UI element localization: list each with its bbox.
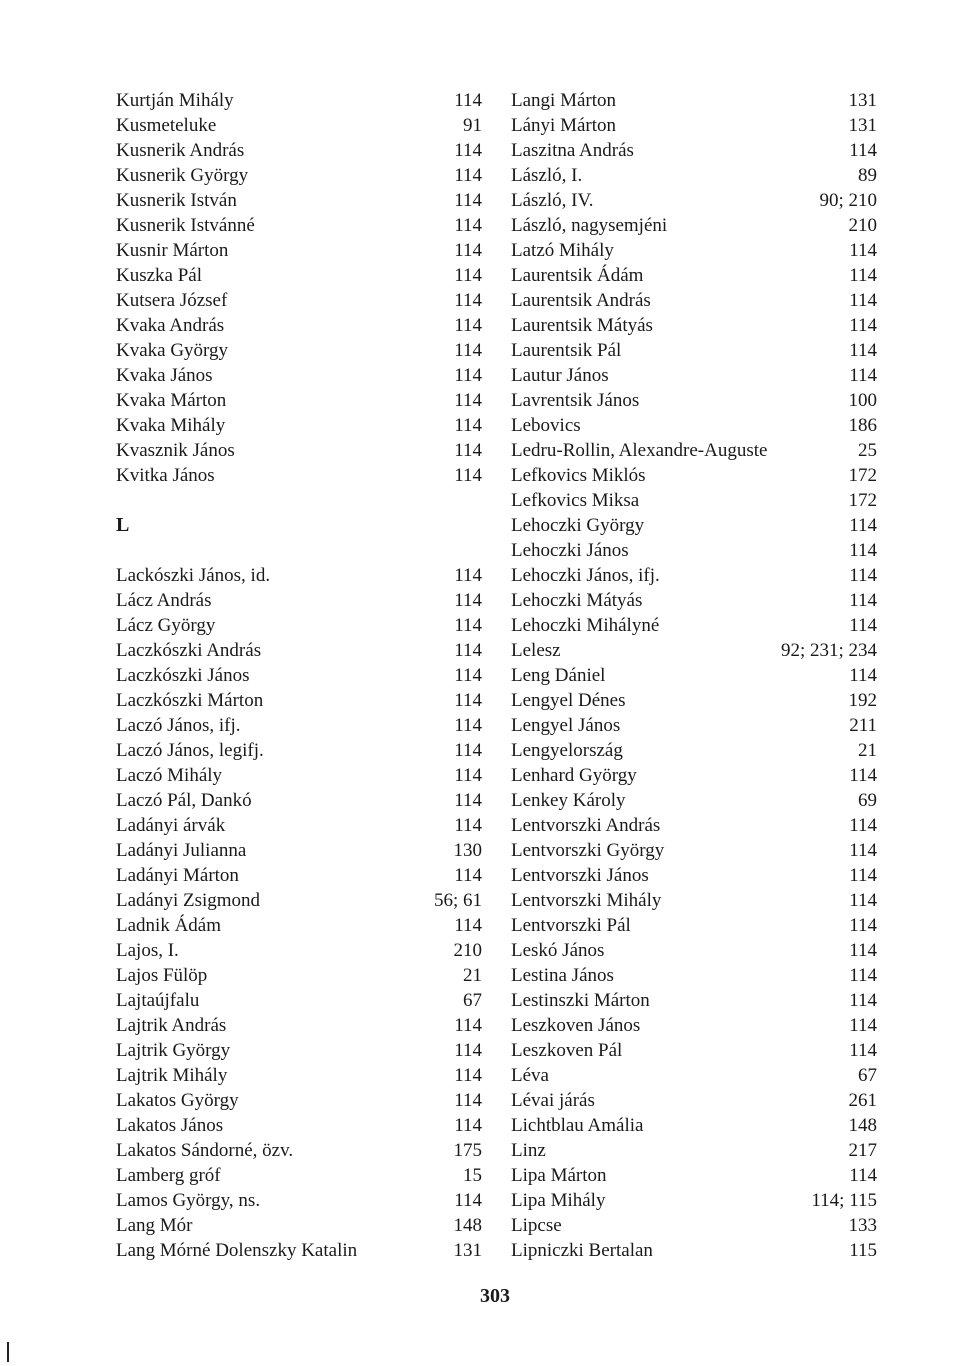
index-entry [511, 263, 877, 288]
index-entry [511, 988, 877, 1013]
entry-pages: 92; 231; 234 [780, 640, 877, 661]
entry-pages: 114 [849, 1165, 877, 1186]
entry-name: Leng Dániel [511, 665, 606, 686]
index-entry [116, 163, 482, 188]
entry-pages: 114 [454, 1090, 482, 1111]
entry-pages: 114 [849, 965, 877, 986]
entry-pages: 100 [848, 390, 877, 411]
entry-name: Léva [511, 1065, 549, 1086]
entry-name: Ledru-Rollin, Alexandre-Auguste [511, 440, 768, 461]
index-entry [511, 813, 877, 838]
index-entry [511, 213, 877, 238]
entry-name: Laurentsik Pál [511, 340, 622, 361]
entry-name: Lestinszki Márton [511, 990, 650, 1011]
entry-name: Latzó Mihály [511, 240, 614, 261]
entry-name: Ladányi Márton [116, 865, 239, 886]
entry-pages: 130 [453, 840, 482, 861]
entry-pages: 114 [454, 415, 482, 436]
index-entry [116, 213, 482, 238]
entry-name: Lebovics [511, 415, 581, 436]
index-entry [116, 363, 482, 388]
entry-name: Laszitna András [511, 140, 634, 161]
entry-name: Lamos György, ns. [116, 1190, 261, 1211]
entry-name: Kvaka Márton [116, 390, 227, 411]
index-entry [116, 1038, 482, 1063]
entry-pages: 114 [454, 240, 482, 261]
entry-pages: 114 [849, 990, 877, 1011]
entry-name: Leszkoven Pál [511, 1040, 623, 1061]
entry-pages: 114 [849, 265, 877, 286]
entry-pages: 114 [849, 515, 877, 536]
index-entry [511, 1138, 877, 1163]
index-entry [511, 738, 877, 763]
index-entry [116, 463, 482, 488]
entry-pages: 114 [849, 865, 877, 886]
section-heading [116, 513, 482, 538]
entry-name: Ladányi árvák [116, 815, 226, 836]
entry-pages: 217 [848, 1140, 877, 1161]
index-entry [511, 363, 877, 388]
entry-name: Lentvorszki András [511, 815, 661, 836]
entry-pages: 114 [849, 565, 877, 586]
entry-pages: 114 [849, 1040, 877, 1061]
entry-pages: 114 [454, 815, 482, 836]
index-entry [116, 988, 482, 1013]
entry-name: Kusnerik András [116, 140, 245, 161]
entry-name: Kvaka János [116, 365, 213, 386]
entry-name: Ladányi Julianna [116, 840, 247, 861]
index-entry [511, 1013, 877, 1038]
entry-name: Lácz András [116, 590, 212, 611]
index-entry [116, 1188, 482, 1213]
entry-name: Lenhard György [511, 765, 637, 786]
entry-pages: 69 [858, 790, 877, 811]
index-entry [511, 513, 877, 538]
entry-pages: 114 [454, 790, 482, 811]
entry-pages: 114 [454, 140, 482, 161]
entry-pages: 131 [848, 115, 877, 136]
entry-pages: 114 [454, 190, 482, 211]
entry-name: Lipcse [511, 1215, 562, 1236]
entry-pages: 114 [849, 365, 877, 386]
entry-pages: 114; 115 [811, 1190, 877, 1211]
index-entry [116, 388, 482, 413]
entry-pages: 114 [454, 1065, 482, 1086]
entry-name: Kutsera József [116, 290, 228, 311]
entry-pages: 175 [453, 1140, 482, 1161]
entry-pages: 15 [463, 1165, 482, 1186]
index-entry [511, 313, 877, 338]
index-entry [116, 638, 482, 663]
index-entry [116, 1063, 482, 1088]
index-entry [511, 388, 877, 413]
entry-pages: 114 [454, 215, 482, 236]
index-entry [116, 1138, 482, 1163]
index-entry [116, 1013, 482, 1038]
entry-name: Lang Mórné Dolenszky Katalin [116, 1240, 358, 1261]
entry-pages: 114 [454, 865, 482, 886]
entry-pages: 211 [849, 715, 877, 736]
index-entry [511, 188, 877, 213]
entry-pages: 114 [849, 815, 877, 836]
entry-pages: 114 [454, 1040, 482, 1061]
entry-name: Lányi Márton [511, 115, 617, 136]
index-entry [511, 113, 877, 138]
entry-name: Leszkoven János [511, 1015, 641, 1036]
index-entry [116, 88, 482, 113]
index-entry [511, 1188, 877, 1213]
index-entry [511, 1238, 877, 1263]
index-entry [511, 438, 877, 463]
entry-pages: 114 [454, 740, 482, 761]
entry-name: Laczó Pál, Dankó [116, 790, 252, 811]
index-entry [511, 863, 877, 888]
entry-pages: 115 [849, 1240, 877, 1261]
entry-name: Kusmeteluke [116, 115, 217, 136]
entry-pages: 186 [848, 415, 877, 436]
entry-pages: 114 [454, 1015, 482, 1036]
index-entry [116, 263, 482, 288]
entry-pages: 67 [858, 1065, 877, 1086]
entry-pages: 114 [849, 615, 877, 636]
entry-pages: 114 [454, 565, 482, 586]
scan-edge-mark [7, 1342, 12, 1362]
entry-name: Lajtrik György [116, 1040, 231, 1061]
entry-pages: 114 [454, 665, 482, 686]
entry-pages: 114 [454, 90, 482, 111]
entry-pages: 114 [454, 265, 482, 286]
blank-line [116, 488, 482, 513]
index-entry [116, 788, 482, 813]
entry-name: Laczkószki Márton [116, 690, 264, 711]
index-entry [511, 938, 877, 963]
entry-name: Lelesz [511, 640, 561, 661]
index-entry [116, 738, 482, 763]
index-entry [116, 138, 482, 163]
index-entry [116, 338, 482, 363]
entry-pages: 172 [848, 490, 877, 511]
index-entry [511, 138, 877, 163]
index-entry [511, 888, 877, 913]
entry-pages: 114 [849, 290, 877, 311]
entry-name: Lakatos János [116, 1115, 224, 1136]
entry-pages: 114 [454, 915, 482, 936]
entry-name: Kvaka András [116, 315, 225, 336]
entry-name: Laurentsik Mátyás [511, 315, 653, 336]
entry-pages: 114 [849, 240, 877, 261]
index-entry [116, 838, 482, 863]
entry-pages: 114 [849, 765, 877, 786]
entry-pages: 172 [848, 465, 877, 486]
entry-pages: 114 [454, 1115, 482, 1136]
entry-name: Lefkovics Miksa [511, 490, 640, 511]
entry-pages: 114 [849, 940, 877, 961]
index-entry [511, 1213, 877, 1238]
entry-name: Lenkey Károly [511, 790, 626, 811]
index-entry [511, 613, 877, 638]
index-entry [511, 1163, 877, 1188]
section-letter: L [116, 514, 130, 536]
entry-name: Kuszka Pál [116, 265, 203, 286]
entry-name: Lentvorszki Mihály [511, 890, 662, 911]
entry-name: Linz [511, 1140, 546, 1161]
entry-name: Laczó Mihály [116, 765, 223, 786]
entry-name: Lakatos Sándorné, özv. [116, 1140, 294, 1161]
entry-name: Lajos, I. [116, 940, 179, 961]
entry-name: Lautur János [511, 365, 609, 386]
index-entry [511, 563, 877, 588]
entry-pages: 114 [849, 590, 877, 611]
index-entry [511, 538, 877, 563]
index-entry [511, 713, 877, 738]
index-entry [116, 313, 482, 338]
entry-name: Lehoczki János, ifj. [511, 565, 660, 586]
index-entry [511, 688, 877, 713]
index-entry [511, 488, 877, 513]
index-entry [116, 188, 482, 213]
entry-pages: 114 [454, 290, 482, 311]
index-column-right [511, 88, 877, 1263]
entry-name: Langi Márton [511, 90, 617, 111]
entry-name: Kusnerik István [116, 190, 237, 211]
entry-name: Lengyel Dénes [511, 690, 626, 711]
entry-pages: 114 [454, 690, 482, 711]
page-number: 303 [480, 1285, 510, 1307]
entry-name: Lestina János [511, 965, 614, 986]
entry-pages: 21 [858, 740, 877, 761]
index-entry [511, 88, 877, 113]
entry-pages: 114 [454, 340, 482, 361]
entry-pages: 114 [454, 315, 482, 336]
index-entry [511, 238, 877, 263]
index-entry [511, 1038, 877, 1063]
entry-pages: 114 [454, 440, 482, 461]
entry-name: Kvitka János [116, 465, 215, 486]
index-entry [116, 613, 482, 638]
entry-pages: 114 [454, 715, 482, 736]
entry-name: Lehoczki János [511, 540, 629, 561]
entry-name: Lajtaújfalu [116, 990, 200, 1011]
index-entry [116, 913, 482, 938]
index-entry [511, 1063, 877, 1088]
entry-name: Lichtblau Amália [511, 1115, 644, 1136]
entry-pages: 89 [858, 165, 877, 186]
index-entry [116, 438, 482, 463]
index-entry [511, 338, 877, 363]
entry-name: Lavrentsik János [511, 390, 640, 411]
entry-name: Laczó János, legifj. [116, 740, 264, 761]
index-entry [116, 813, 482, 838]
entry-pages: 25 [858, 440, 877, 461]
entry-pages: 210 [848, 215, 877, 236]
entry-name: Lefkovics Miklós [511, 465, 646, 486]
index-entry [116, 238, 482, 263]
entry-pages: 21 [463, 965, 482, 986]
entry-pages: 114 [849, 140, 877, 161]
entry-pages: 114 [849, 540, 877, 561]
entry-pages: 210 [453, 940, 482, 961]
entry-name: Lévai járás [511, 1090, 595, 1111]
entry-name: László, nagysemjéni [511, 215, 668, 236]
entry-pages: 114 [454, 165, 482, 186]
entry-name: Kusnir Márton [116, 240, 229, 261]
entry-pages: 114 [849, 890, 877, 911]
index-entry [116, 938, 482, 963]
index-entry [116, 113, 482, 138]
index-entry [511, 963, 877, 988]
index-entry [511, 838, 877, 863]
index-entry [511, 588, 877, 613]
index-column-left [116, 88, 482, 1263]
index-entry [511, 913, 877, 938]
entry-pages: 192 [848, 690, 877, 711]
entry-name: Kurtján Mihály [116, 90, 234, 111]
entry-name: Lajos Fülöp [116, 965, 208, 986]
entry-name: Kusnerik György [116, 165, 249, 186]
index-entry [116, 663, 482, 688]
entry-pages: 114 [454, 465, 482, 486]
entry-name: Lentvorszki János [511, 865, 649, 886]
index-entry [116, 888, 482, 913]
entry-name: Lakatos György [116, 1090, 239, 1111]
entry-pages: 148 [453, 1215, 482, 1236]
index-entry [116, 288, 482, 313]
entry-name: Lehoczki Mihályné [511, 615, 660, 636]
entry-pages: 114 [454, 615, 482, 636]
entry-pages: 114 [454, 765, 482, 786]
entry-name: Lajtrik András [116, 1015, 227, 1036]
entry-pages: 114 [454, 365, 482, 386]
entry-pages: 67 [463, 990, 482, 1011]
entry-name: Lengyel János [511, 715, 621, 736]
index-entry [116, 588, 482, 613]
index-entry [116, 1163, 482, 1188]
entry-pages: 114 [849, 1015, 877, 1036]
index-entry [116, 688, 482, 713]
entry-name: Lipniczki Bertalan [511, 1240, 653, 1261]
index-entry [511, 763, 877, 788]
entry-pages: 91 [463, 115, 482, 136]
index-entry [116, 563, 482, 588]
entry-name: Lentvorszki Pál [511, 915, 631, 936]
entry-name: Laczkószki János [116, 665, 250, 686]
entry-pages: 114 [849, 315, 877, 336]
entry-pages: 261 [848, 1090, 877, 1111]
entry-pages: 114 [454, 590, 482, 611]
entry-pages: 131 [848, 90, 877, 111]
entry-pages: 131 [453, 1240, 482, 1261]
entry-pages: 114 [454, 1190, 482, 1211]
index-entry [511, 1088, 877, 1113]
entry-name: Laczó János, ifj. [116, 715, 241, 736]
index-entry [511, 413, 877, 438]
entry-pages: 133 [848, 1215, 877, 1236]
entry-pages: 90; 210 [819, 190, 877, 211]
entry-name: Ladányi Zsigmond [116, 890, 261, 911]
entry-name: Ladnik Ádám [116, 915, 222, 936]
index-entry [511, 288, 877, 313]
entry-pages: 148 [848, 1115, 877, 1136]
entry-pages: 114 [454, 390, 482, 411]
entry-name: Lackószki János, id. [116, 565, 271, 586]
entry-name: Leskó János [511, 940, 605, 961]
entry-name: Lehoczki György [511, 515, 645, 536]
index-entry [511, 163, 877, 188]
entry-name: Lengyelország [511, 740, 623, 761]
entry-pages: 114 [849, 665, 877, 686]
entry-name: Lajtrik Mihály [116, 1065, 228, 1086]
entry-name: Kusnerik Istvánné [116, 215, 255, 236]
index-entry [116, 763, 482, 788]
index-entry [511, 1113, 877, 1138]
entry-pages: 114 [849, 840, 877, 861]
entry-name: Laurentsik Ádám [511, 265, 644, 286]
entry-name: Lang Mór [116, 1215, 193, 1236]
index-entry [511, 663, 877, 688]
entry-name: Lehoczki Mátyás [511, 590, 643, 611]
entry-pages: 114 [849, 915, 877, 936]
entry-name: Lentvorszki György [511, 840, 665, 861]
index-entry [116, 1113, 482, 1138]
entry-name: László, IV. [511, 190, 594, 211]
index-entry [511, 463, 877, 488]
entry-name: Kvaka György [116, 340, 229, 361]
index-entry [116, 713, 482, 738]
entry-name: László, I. [511, 165, 583, 186]
index-entry [116, 1213, 482, 1238]
entry-name: Lácz György [116, 615, 216, 636]
entry-name: Kvaka Mihály [116, 415, 226, 436]
entry-pages: 114 [454, 640, 482, 661]
entry-pages: 56; 61 [433, 890, 482, 911]
index-entry [116, 1088, 482, 1113]
entry-pages: 114 [849, 340, 877, 361]
index-entry [511, 788, 877, 813]
entry-name: Lipa Márton [511, 1165, 607, 1186]
index-entry [116, 963, 482, 988]
entry-name: Kvasznik János [116, 440, 235, 461]
index-entry [116, 863, 482, 888]
entry-name: Laurentsik András [511, 290, 651, 311]
entry-name: Laczkószki András [116, 640, 262, 661]
entry-name: Lipa Mihály [511, 1190, 606, 1211]
blank-line [116, 538, 482, 563]
index-entry [511, 638, 877, 663]
index-entry [116, 1238, 482, 1263]
entry-name: Lamberg gróf [116, 1165, 221, 1186]
index-entry [116, 413, 482, 438]
